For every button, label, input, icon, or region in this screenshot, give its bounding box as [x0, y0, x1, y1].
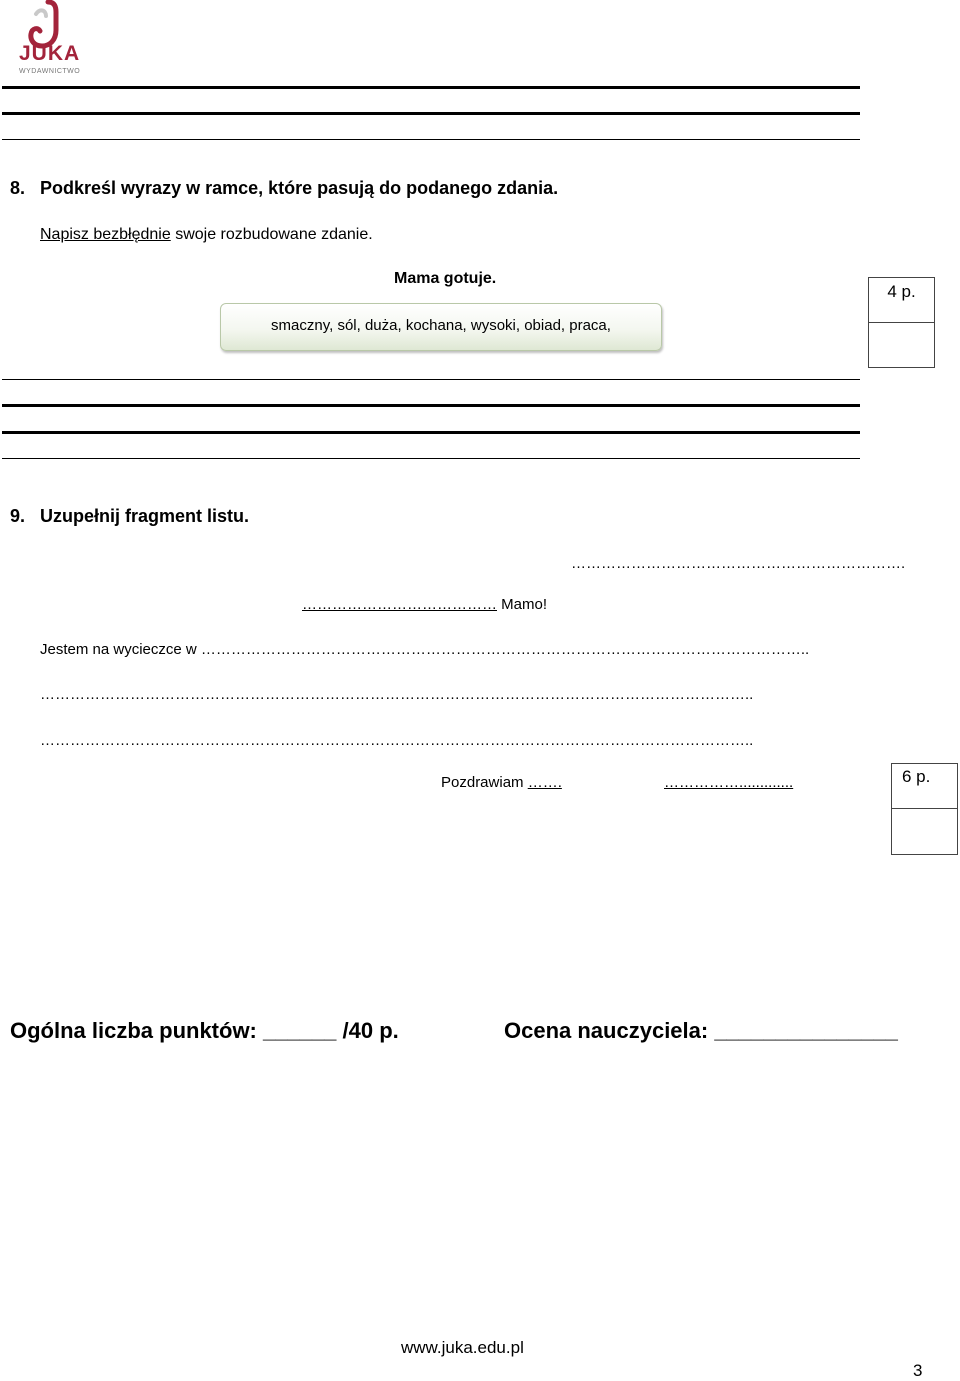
line1-dots[interactable]: ………………………………………………………………………………………………………….. [200, 641, 810, 658]
task8-sentence: Mama gotuje. [394, 270, 497, 287]
letter-line-2[interactable]: …………………………………………………………………………………………………………………………….. [40, 686, 754, 703]
writing-line [2, 139, 860, 140]
answer-line[interactable] [2, 431, 860, 434]
total-points-label: Ogólna liczba punktów: ______ /40 p. [10, 1018, 399, 1043]
page-number: 3 [913, 1361, 923, 1380]
letter-line-3[interactable]: …………………………………………………………………………………………………………………………….. [40, 732, 754, 749]
task8-title: Podkreśl wyrazy w ramce, które pasują do podanego zdania. [40, 178, 559, 198]
task9-score-field[interactable] [892, 809, 957, 853]
letter-signature[interactable]: ……………............. [664, 774, 794, 791]
task9-number: 9. [10, 506, 26, 526]
word-box[interactable]: smaczny, sól, duża, kochana, wysoki, obiad, praca, [220, 303, 662, 351]
task8-instruction-rest: swoje rozbudowane zdanie. [170, 226, 373, 243]
answer-line[interactable] [2, 379, 860, 380]
greeting-text: Mamo! [497, 596, 548, 613]
task9-title: Uzupełnij fragment listu. [40, 506, 250, 526]
logo-subtitle: WYDAWNICTWO [19, 68, 81, 75]
task8-number: 8. [10, 178, 26, 198]
writing-line [2, 86, 860, 89]
task9-points: 6 p. [892, 764, 957, 809]
letter-closing [441, 773, 562, 793]
line1-prefix: Jestem na wycieczce w [40, 641, 201, 658]
letter-date-line[interactable]: …………………………………………………………. [571, 555, 906, 572]
task8-score-box[interactable] [868, 277, 935, 368]
logo [14, 0, 81, 80]
letter-greeting [302, 595, 547, 615]
task8-points: 4 p. [869, 278, 934, 323]
greeting-dots[interactable]: ………………………………… [302, 596, 497, 613]
answer-line[interactable] [2, 458, 860, 459]
task9-score-box[interactable] [891, 763, 958, 855]
footer-url[interactable]: www.juka.edu.pl [401, 1338, 524, 1357]
teacher-grade-label: Ocena nauczyciela: _______________ [504, 1018, 898, 1043]
closing-dots[interactable]: ……. [527, 774, 562, 791]
letter-line-1 [40, 640, 809, 660]
logo-name: JUKA [19, 42, 81, 65]
closing-text: Pozdrawiam [441, 774, 528, 791]
answer-line[interactable] [2, 404, 860, 407]
writing-line [2, 112, 860, 115]
task8-score-field[interactable] [869, 323, 934, 367]
task8-instruction [40, 224, 373, 246]
task8-instruction-underlined: Napisz bezbłędnie [40, 226, 171, 243]
